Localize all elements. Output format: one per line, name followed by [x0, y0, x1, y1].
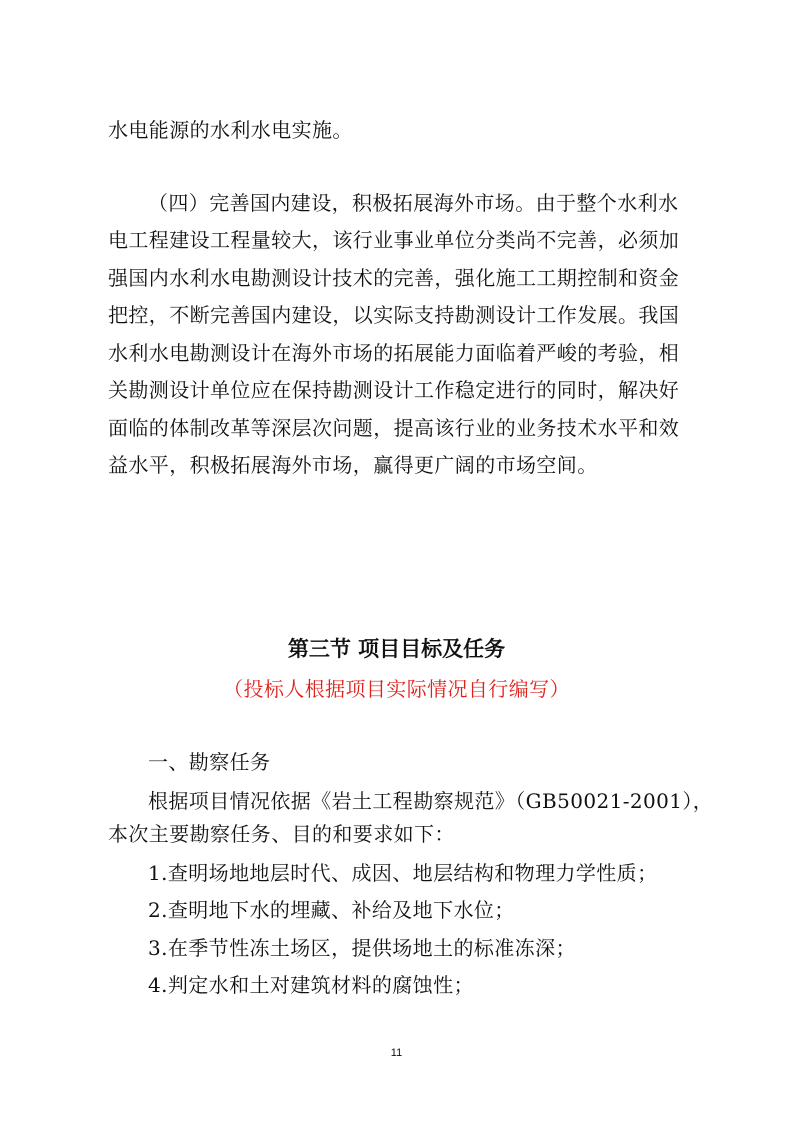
intro-line: 水电能源的水利水电实施。: [108, 118, 353, 142]
paragraph-four-line-3: 强国内水利水电勘测设计技术的完善，强化施工工期控制和资金: [108, 266, 680, 290]
task-item-1: 1.查明场地地层时代、成因、地层结构和物理力学性质；: [148, 861, 658, 885]
section-note: （投标人根据项目实际情况自行编写）: [223, 677, 570, 701]
task-intro-line-2: 本次主要勘察任务、目的和要求如下：: [108, 822, 455, 846]
paragraph-four-line-1: （四）完善国内建设，积极拓展海外市场。由于整个水利水: [148, 191, 679, 215]
paragraph-four-line-8: 益水平，积极拓展海外市场，赢得更广阔的市场空间。: [108, 453, 598, 477]
page-number: 11: [390, 1047, 403, 1059]
section-title: 第三节 项目目标及任务: [287, 637, 506, 661]
task-item-2: 2.查明地下水的埋藏、补给及地下水位；: [148, 898, 515, 922]
paragraph-four-line-7: 面临的体制改革等深层次问题，提高该行业的业务技术水平和效: [108, 416, 680, 440]
task-intro-line-1: 根据项目情况依据《岩土工程勘察规范》（GB50021-2001），: [148, 789, 714, 813]
task-heading: 一、勘察任务: [148, 750, 271, 774]
task-item-3: 3.在季节性冻土场区，提供场地土的标准冻深；: [148, 936, 576, 960]
paragraph-four-line-6: 关勘测设计单位应在保持勘测设计工作稳定进行的同时，解决好: [108, 378, 680, 402]
paragraph-four-line-2: 电工程建设工程量较大，该行业事业单位分类尚不完善，必须加: [108, 228, 680, 252]
paragraph-four-line-5: 水利水电勘测设计在海外市场的拓展能力面临着严峻的考验，相: [108, 341, 680, 365]
paragraph-four-line-4: 把控，不断完善国内建设，以实际支持勘测设计工作发展。我国: [108, 303, 680, 327]
task-item-4: 4.判定水和土对建筑材料的腐蚀性；: [148, 973, 474, 997]
